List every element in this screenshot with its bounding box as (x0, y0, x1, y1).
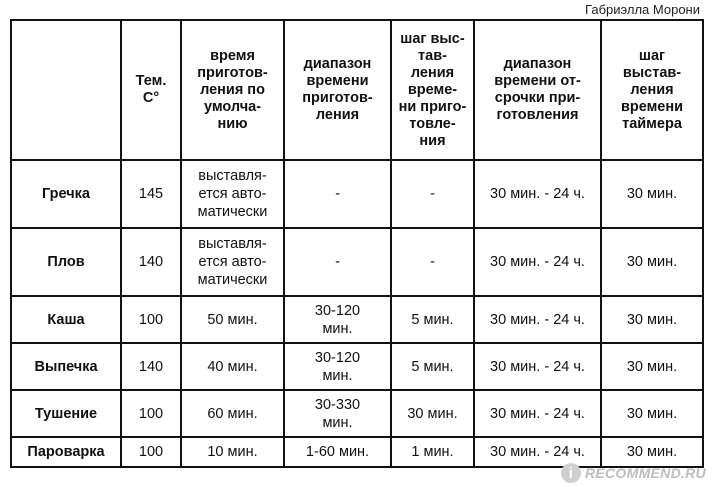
time-step-cell (391, 343, 474, 390)
temperature-cell (121, 160, 181, 228)
table-header-row (11, 20, 703, 160)
time-range-cell (284, 390, 391, 437)
delay-range-cell (474, 390, 601, 437)
watermark-text: RECOMMEND.RU (584, 465, 706, 481)
header-cell-delay-range (474, 20, 601, 160)
cell-text: выставля- ется авто- матически (197, 236, 268, 288)
table-row (11, 160, 703, 228)
cell-text: Пароварка (27, 444, 105, 460)
cell-text: 30 мин. - 24 ч. (490, 254, 585, 270)
cell-text: 1-60 мин. (305, 444, 370, 460)
time-step-cell (391, 437, 474, 467)
cell-text: Гречка (42, 186, 90, 202)
default-time-cell (181, 228, 284, 296)
cell-text: 30-330 мин. (314, 396, 361, 431)
header-text: диапазон времени от- срочки при- готовления (494, 56, 581, 123)
cell-text: Каша (47, 311, 85, 328)
timer-step-cell (601, 343, 703, 390)
mode-name-cell (11, 296, 121, 343)
table-row (11, 343, 703, 390)
mode-name-cell (11, 343, 121, 390)
header-cell-default-time (181, 20, 284, 160)
time-step-cell (391, 296, 474, 343)
cell-text: 30 мин. - 24 ч. (490, 444, 585, 460)
cell-text: 30 мин. - 24 ч. (490, 311, 585, 328)
default-time-cell (181, 437, 284, 467)
time-step-cell (391, 160, 474, 228)
cell-text: Выпечка (34, 358, 98, 375)
default-time-cell (181, 343, 284, 390)
cell-text: 50 мин. (207, 311, 258, 328)
table-row (11, 390, 703, 437)
cell-text: 100 (138, 405, 164, 422)
cell-text: 30-120 мин. (314, 302, 361, 337)
cell-text: 30-120 мин. (314, 349, 361, 384)
cooking-modes-table (10, 19, 704, 468)
table-row (11, 296, 703, 343)
default-time-cell (181, 160, 284, 228)
time-range-cell (284, 343, 391, 390)
cell-text: 30 мин. - 24 ч. (490, 358, 585, 375)
timer-step-cell (601, 390, 703, 437)
time-step-cell (391, 390, 474, 437)
cell-text: 30 мин. (626, 358, 678, 375)
time-range-cell (284, 160, 391, 228)
cell-text: Плов (47, 254, 85, 270)
cell-text: 100 (138, 444, 164, 460)
cell-text: 40 мин. (207, 358, 258, 375)
cell-text: 10 мин. (207, 444, 258, 460)
cell-text: 30 мин. (626, 254, 678, 270)
table-body (11, 160, 703, 467)
cell-text: 100 (138, 311, 164, 328)
time-range-cell (284, 437, 391, 467)
header-text: время приготов- ления по умолча- нию (197, 47, 268, 132)
mode-name-cell (11, 437, 121, 467)
cell-text: выставля- ется авто- матически (197, 168, 268, 220)
temperature-cell (121, 343, 181, 390)
cell-text: 30 мин. (626, 186, 678, 202)
time-step-cell (391, 228, 474, 296)
header-cell-time-step (391, 20, 474, 160)
cell-text: 30 мин. - 24 ч. (490, 405, 585, 422)
header-text: шаг выс- тав- ления време- ни приго- товле- ния (398, 30, 467, 149)
cell-text: 140 (138, 358, 164, 375)
timer-step-cell (601, 228, 703, 296)
temperature-cell (121, 296, 181, 343)
author-name: Габриэлла Морони (585, 2, 700, 17)
cell-text: 60 мин. (207, 405, 258, 422)
cell-text: 30 мин. (407, 405, 458, 422)
header-text: шаг выстав- ления времени таймера (620, 47, 684, 132)
delay-range-cell (474, 343, 601, 390)
cell-text: - (430, 186, 435, 202)
header-cell-timer-step (601, 20, 703, 160)
time-range-cell (284, 296, 391, 343)
cell-text: 145 (138, 186, 164, 202)
time-range-cell (284, 228, 391, 296)
temperature-cell (121, 437, 181, 467)
mode-name-cell (11, 228, 121, 296)
default-time-cell (181, 390, 284, 437)
default-time-cell (181, 296, 284, 343)
delay-range-cell (474, 228, 601, 296)
timer-step-cell (601, 296, 703, 343)
temperature-cell (121, 390, 181, 437)
cell-text: 30 мин. (626, 444, 678, 460)
cell-text: - (335, 186, 340, 202)
cell-text: 5 мин. (411, 311, 454, 328)
cell-text: - (335, 254, 340, 270)
timer-step-cell (601, 160, 703, 228)
header-cell-mode (11, 20, 121, 160)
header-text: диапазон времени приготов- ления (302, 56, 373, 123)
irecommend-logo-icon: i (561, 463, 581, 483)
delay-range-cell (474, 160, 601, 228)
watermark (561, 461, 706, 485)
cell-text: 30 мин. (626, 405, 678, 422)
cell-text: 140 (138, 254, 164, 270)
cell-text: 1 мин. (411, 444, 454, 460)
temperature-cell (121, 228, 181, 296)
delay-range-cell (474, 296, 601, 343)
cell-text: Тушение (34, 405, 98, 422)
header-cell-temperature (121, 20, 181, 160)
cell-text: 30 мин. (626, 311, 678, 328)
header-cell-time-range (284, 20, 391, 160)
cell-text: 5 мин. (411, 358, 454, 375)
header-text: Тем. С° (135, 73, 167, 106)
table-row (11, 228, 703, 296)
mode-name-cell (11, 390, 121, 437)
cell-text: 30 мин. - 24 ч. (490, 186, 585, 202)
mode-name-cell (11, 160, 121, 228)
cell-text: - (430, 254, 435, 270)
